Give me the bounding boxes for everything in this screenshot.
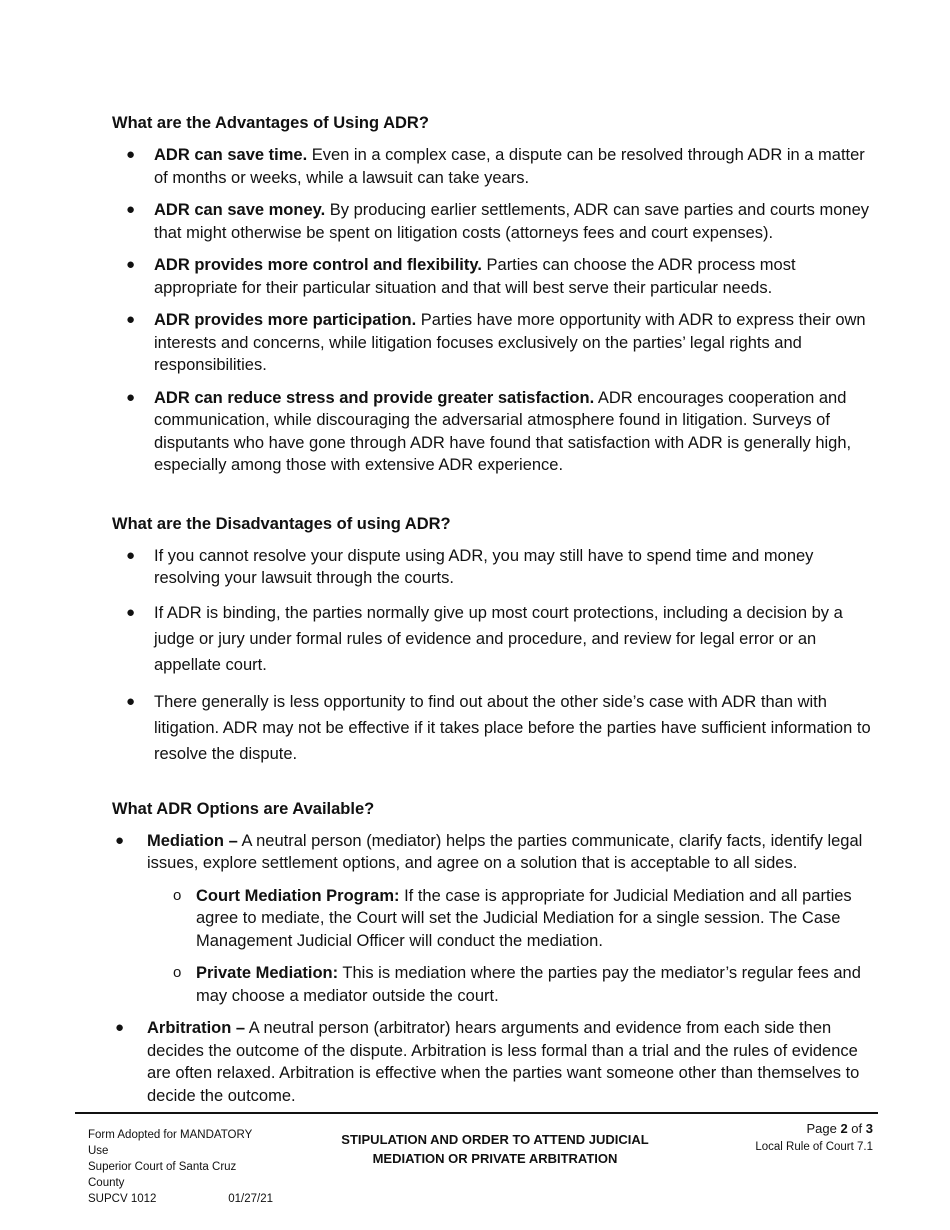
bullet-icon: ● xyxy=(115,831,125,849)
page-total: 3 xyxy=(865,1121,873,1136)
circle-bullet-icon: o xyxy=(173,886,182,904)
page-of: of xyxy=(847,1121,866,1136)
list-item xyxy=(112,545,880,590)
item-text: A neutral person (mediator) helps the parties communicate, clarify facts, identify legal issues, explore settlement options, and agree on a solution that is acceptable to all sides. xyxy=(147,831,863,872)
footer-page-info xyxy=(700,1120,873,1156)
bullet-icon: ● xyxy=(126,256,136,273)
item-text: Parties can choose the ADR process most appropriate for their particular situation and that will best serve their particular needs. xyxy=(154,256,796,297)
item-text: Even in a complex case, a dispute can be resolved through ADR in a matter of months or weeks, while a lawsuit can take years. xyxy=(154,146,865,187)
item-text: There generally is less opportunity to find out about the other side’s case with ADR than with litigation. ADR may not be effective if it takes place before the parties have sufficient information to resolve the dispute. xyxy=(154,692,871,763)
footer-title-line2: MEDIATION OR PRIVATE ARBITRATION xyxy=(372,1151,618,1166)
form-date: 01/27/21 xyxy=(228,1193,273,1205)
footer-court: Superior Court of Santa Cruz County xyxy=(88,1161,237,1189)
mediation-sublist xyxy=(147,885,880,1008)
item-text: If you cannot resolve your dispute using ADR, you may still have to spend time and money resolving your lawsuit through the courts. xyxy=(154,546,814,587)
bullet-icon: ● xyxy=(126,201,136,218)
list-item xyxy=(112,144,880,189)
sub-list-item xyxy=(147,885,880,953)
item-text: By producing earlier settlements, ADR can save parties and courts money that might otherwise be spent on litigation costs (attorneys fees and court expenses). xyxy=(154,201,870,242)
item-text: This is mediation where the parties pay the mediator’s regular fees and may choose a mediator outside the court. xyxy=(196,964,861,1005)
bullet-icon: ● xyxy=(126,546,136,564)
footer-title xyxy=(320,1130,670,1168)
disadvantages-heading: What are the Disadvantages of using ADR? xyxy=(112,514,451,533)
page-prefix: Page xyxy=(806,1121,841,1136)
bullet-icon: ● xyxy=(126,603,136,621)
list-item-mediation xyxy=(104,830,880,1008)
list-item-arbitration xyxy=(104,1017,880,1107)
footer-form-info xyxy=(88,1127,273,1207)
footer-divider xyxy=(75,1112,878,1114)
item-text: If the case is appropriate for Judicial Mediation and all parties agree to mediate, the Court will set the Judicial Mediation for a single session. The Case Management Judicial Officer will conduct the mediation. xyxy=(196,886,852,950)
bullet-icon: ● xyxy=(126,692,136,710)
document-body xyxy=(112,112,880,1117)
item-lead: Private Mediation: xyxy=(196,964,339,982)
list-item xyxy=(112,254,880,299)
local-rule: Local Rule of Court 7.1 xyxy=(755,1141,873,1153)
page-number xyxy=(700,1120,873,1138)
list-item xyxy=(112,387,880,477)
options-list xyxy=(104,830,880,1108)
footer-adopted: Form Adopted for MANDATORY Use xyxy=(88,1129,253,1157)
list-item xyxy=(112,689,880,767)
item-lead: ADR can reduce stress and provide greater satisfaction. xyxy=(154,388,595,407)
advantages-list xyxy=(112,144,880,477)
disadvantages-list xyxy=(112,545,880,767)
list-item xyxy=(112,600,880,678)
item-lead: Arbitration – xyxy=(147,1019,246,1037)
bullet-icon: ● xyxy=(126,388,136,406)
circle-bullet-icon: o xyxy=(173,964,182,981)
bullet-icon: ● xyxy=(126,311,136,328)
item-text: ADR encourages cooperation and communication, while discouraging the adversarial atmosphere found in litigation. Surveys of disputants who have gone through ADR have found that satisfaction with ADR is generally high, especially among those with extensive ADR experience. xyxy=(154,388,852,474)
item-lead: ADR can save money. xyxy=(154,201,326,219)
item-lead: ADR provides more participation. xyxy=(154,311,417,329)
advantages-heading: What are the Advantages of Using ADR? xyxy=(112,114,429,132)
item-lead: Court Mediation Program: xyxy=(196,886,400,905)
page-current: 2 xyxy=(840,1121,848,1136)
form-number: SUPCV 1012 xyxy=(88,1193,157,1205)
footer-title-line1: STIPULATION AND ORDER TO ATTEND JUDICIAL xyxy=(341,1132,649,1147)
item-lead: Mediation – xyxy=(147,831,238,850)
item-text: Parties have more opportunity with ADR to express their own interests and concerns, while litigation focuses exclusively on the parties’ legal rights and responsibilities. xyxy=(154,311,866,374)
list-item xyxy=(112,309,880,377)
list-item xyxy=(112,199,880,244)
sub-list-item xyxy=(147,962,880,1007)
bullet-icon: ● xyxy=(115,1019,125,1036)
footer-form-row xyxy=(88,1191,273,1207)
item-text: If ADR is binding, the parties normally give up most court protections, including a decision by a judge or jury under formal rules of evidence and procedure, and review for legal error or an appellate court. xyxy=(154,603,843,674)
item-text: A neutral person (arbitrator) hears arguments and evidence from each side then decides the outcome of the dispute. Arbitration is less formal than a trial and the rules of evidence are often relaxed. Arbitration is effective when the parties want someone other than themselves to decide the outcome. xyxy=(147,1019,860,1105)
item-lead: ADR can save time. xyxy=(154,146,308,164)
options-heading: What ADR Options are Available? xyxy=(112,799,375,818)
bullet-icon: ● xyxy=(126,146,136,163)
item-lead: ADR provides more control and flexibility. xyxy=(154,256,482,274)
